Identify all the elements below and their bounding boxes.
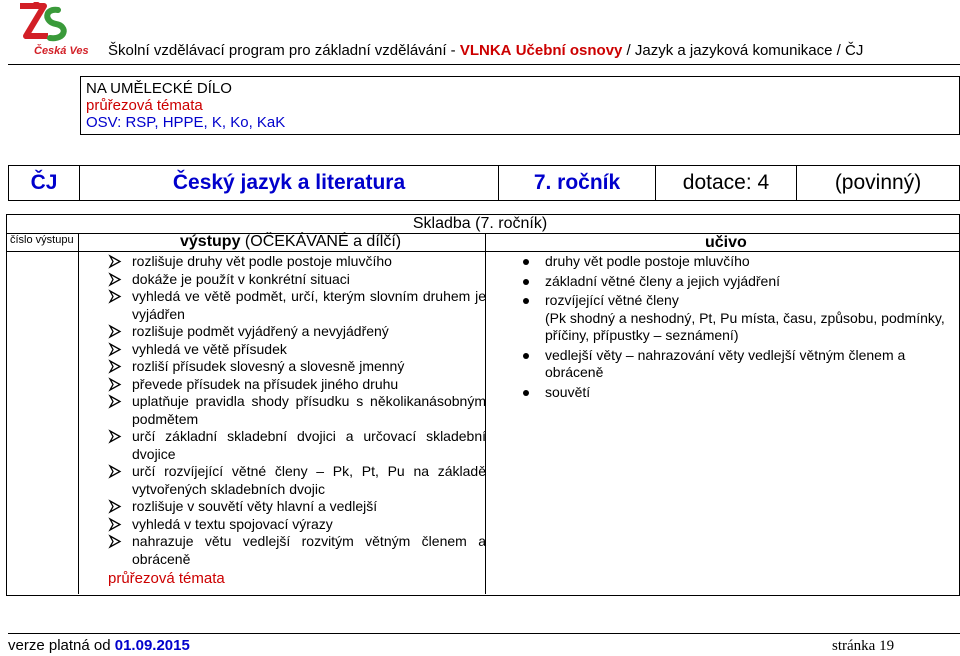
- content-list: [545, 253, 955, 401]
- arrow-bullet-icon: [108, 358, 124, 375]
- content-item: druhy vět podle postoje mluvčího: [545, 253, 955, 271]
- arrow-bullet-icon: [108, 498, 124, 515]
- osv-label: OSV: [86, 114, 118, 131]
- arrow-bullet-icon: [108, 323, 124, 340]
- column-header-outputs: [180, 233, 401, 251]
- subject-code: ČJ: [9, 166, 80, 200]
- output-item: rozlišuje v souvětí věty hlavní a vedlejší: [108, 498, 486, 516]
- output-item: vyhledá v textu spojovací výrazy: [108, 516, 486, 534]
- footer-divider: [8, 633, 960, 634]
- subject-hours: dotace: 4: [656, 166, 797, 200]
- arrow-bullet-icon: [108, 428, 124, 445]
- content-item-detail: (Pk shodný a neshodný, Pt, Pu místa, času, způsobu, podmínky, příčiny, přípustky – seznámení): [545, 309, 945, 343]
- header-title: [108, 42, 863, 59]
- arrow-bullet-icon: [108, 516, 124, 533]
- bullet-icon: [523, 298, 529, 304]
- output-item: rozlišuje druhy vět podle postoje mluvčího: [108, 253, 486, 271]
- output-item: vyhledá ve větě přísudek: [108, 341, 486, 359]
- table-header-divider: [6, 251, 959, 252]
- table-row-divider: [6, 233, 959, 234]
- subject-name: Český jazyk a literatura: [80, 166, 499, 200]
- output-item: rozlišuje podmět vyjádřený a nevyjádřený: [108, 323, 486, 341]
- arrow-bullet-icon: [108, 463, 124, 480]
- column-header-number: číslo výstupu: [10, 234, 74, 246]
- output-item: vyhledá ve větě podmět, určí, kterým slovním druhem je vyjádřen: [108, 288, 486, 323]
- version-label: verze platná od: [8, 637, 115, 654]
- osv-values: : RSP, HPPE, K, Ko, KaK: [117, 114, 286, 131]
- art-heading: NA UMĚLECKÉ DÍLO: [86, 80, 232, 97]
- content-item: vedlejší věty – nahrazování věty vedlejší větným členem a obráceně: [545, 347, 955, 382]
- output-item: uplatňuje pravidla shody přísudku s několikanásobným podmětem: [108, 393, 486, 428]
- school-logo: [14, 2, 104, 58]
- page-number: stránka 19: [832, 638, 895, 654]
- bullet-icon: [523, 353, 529, 359]
- subject-grade: 7. ročník: [499, 166, 656, 200]
- outputs-list: [108, 253, 486, 568]
- arrow-bullet-icon: [108, 271, 124, 288]
- header-divider: [8, 64, 960, 65]
- header-title-vlnka: VLNKA: [459, 42, 512, 59]
- column-header-content: učivo: [705, 234, 747, 251]
- arrow-bullet-icon: [108, 253, 124, 270]
- cross-topics-values: [86, 114, 285, 131]
- arrow-bullet-icon: [108, 533, 124, 550]
- arrow-bullet-icon: [108, 376, 124, 393]
- version-date: 01.09.2015: [114, 637, 190, 654]
- content-item: rozvíjející větné členy: [545, 292, 955, 310]
- arrow-bullet-icon: [108, 288, 124, 305]
- content-item: souvětí: [545, 384, 955, 402]
- table-col-divider-number: [78, 233, 79, 594]
- cross-topics-label: průřezová témata: [108, 570, 225, 587]
- bullet-icon: [523, 390, 529, 396]
- section-title: Skladba (7. ročník): [412, 215, 548, 232]
- outputs-header-bold: výstupy: [180, 233, 241, 250]
- cross-topics-heading: průřezová témata: [86, 97, 203, 114]
- output-item: rozliší přísudek slovesný a slovesně jmenný: [108, 358, 486, 376]
- output-item: převede přísudek na přísudek jiného druhu: [108, 376, 486, 394]
- art-topics-box: [80, 76, 960, 135]
- outputs-header-rest: (OČEKÁVANÉ a dílčí): [240, 233, 402, 250]
- content-item: základní větné členy a jejich vyjádření: [545, 273, 955, 291]
- header-title-prefix: Školní vzdělávací program pro základní vzdělávání -: [108, 42, 460, 59]
- bullet-icon: [523, 259, 529, 265]
- arrow-bullet-icon: [108, 393, 124, 410]
- header-title-suffix: / Jazyk a jazyková komunikace / ČJ: [622, 42, 864, 59]
- footer-version: [8, 637, 190, 654]
- header-title-osnovy: Učební osnovy: [515, 42, 623, 59]
- logo-text: Česká Ves: [34, 45, 89, 57]
- output-item: nahrazuje větu vedlejší rozvitým větným členem a obráceně: [108, 533, 486, 568]
- arrow-bullet-icon: [108, 341, 124, 358]
- output-item: dokáže je použít v konkrétní situaci: [108, 271, 486, 289]
- subject-type: (povinný): [834, 171, 922, 194]
- output-item: určí základní skladební dvojici a určovací skladební dvojice: [108, 428, 486, 463]
- output-item: určí rozvíjející větné členy – Pk, Pt, Pu na základě vytvořených skladebních dvojic: [108, 463, 486, 498]
- subject-table: [8, 165, 960, 201]
- bullet-icon: [523, 279, 529, 285]
